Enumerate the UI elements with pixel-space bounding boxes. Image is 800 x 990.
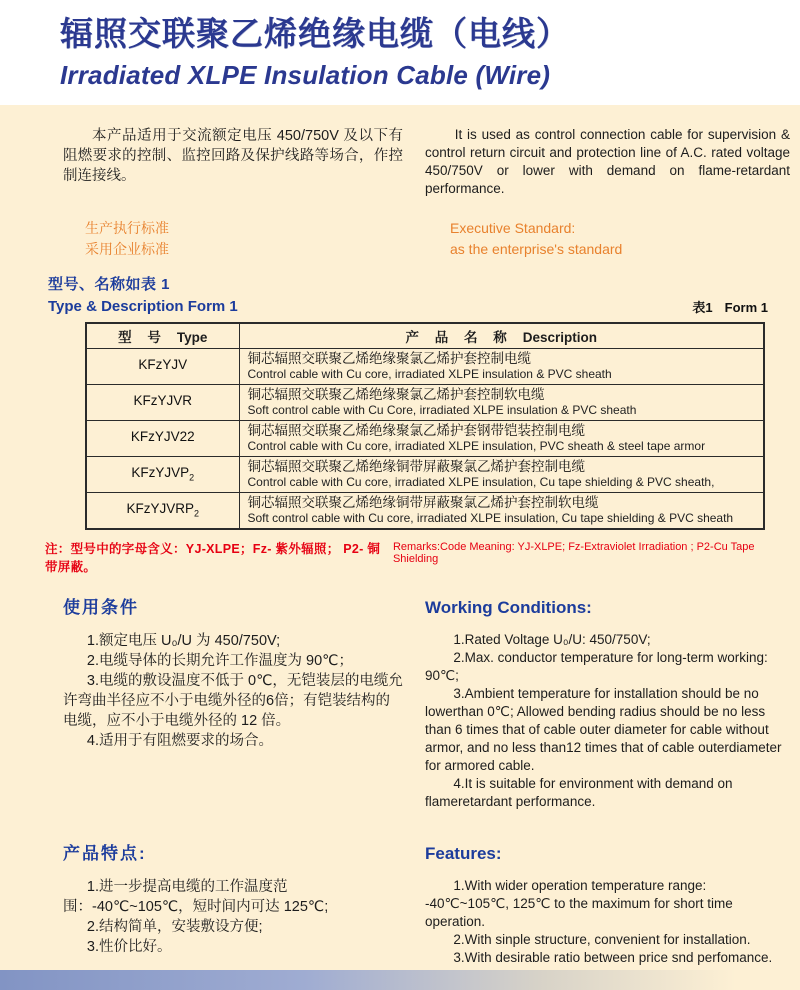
working-conditions-list-en: [425, 631, 790, 811]
description-zh: 铜芯辐照交联聚乙烯绝缘铜带屏蔽聚氯乙烯护套控制软电缆: [247, 494, 599, 510]
list-item: 2.电缆导体的长期允许工作温度为 90℃；: [86, 652, 353, 669]
list-item: 2.With sinple structure, convenient for installation.: [453, 931, 751, 947]
features-list-en: [425, 877, 790, 967]
table-body: [86, 348, 764, 529]
cell-description: [239, 348, 764, 384]
standards-en: [425, 218, 790, 260]
working-conditions-section: [63, 599, 790, 811]
list-item: 1.With wider operation temperature range: -40℃~105℃, 125℃ to the maximum for short time operation.: [425, 877, 733, 929]
standard-line-zh: 采用企业标准: [85, 241, 169, 257]
features-heading-zh: 产品特点:: [63, 843, 147, 863]
form-label-zh: 表1: [692, 300, 713, 315]
features-zh: [63, 845, 403, 967]
form-heading-zh: 型号、名称如表 1: [48, 276, 171, 293]
description-en: Soft control cable with Cu Core, irradiated XLPE insulation & PVC sheath: [247, 402, 637, 417]
footer-gradient-bar: [0, 970, 800, 990]
column-header-type: 型 号 Type: [86, 323, 239, 348]
intro-paragraph-zh: 本产品适用于交流额定电压 450/750V 及以下有阻燃要求的控制、监控回路及保护线路等场合，作控制连接线。: [63, 128, 403, 184]
working-conditions-zh: [63, 599, 403, 811]
description-en: Soft control cable with Cu core, irradiated XLPE insulation, Cu tape shielding & PVC sheath: [247, 510, 734, 525]
list-item: 1.Rated Voltage U₀/U: 450/750V;: [453, 631, 651, 647]
page-title-en: Irradiated XLPE Insulation Cable (Wire): [60, 60, 551, 90]
page-content: [0, 105, 800, 967]
cell-type-code: KFzYJVP$_2$: [86, 456, 239, 492]
table-header-row: [86, 323, 764, 348]
description-zh: 铜芯辐照交联聚乙烯绝缘聚氯乙烯护套钢带铠装控制电缆: [247, 422, 585, 438]
table-row: [86, 492, 764, 529]
description-zh: 铜芯辐照交联聚乙烯绝缘聚氯乙烯护套控制软电缆: [247, 386, 545, 402]
intro-paragraph-en: It is used as control connection cable for supervision & control return circuit and protection line of A.C. rated voltage 450/750V or lower with demand on flame-retardant performance.: [425, 127, 790, 196]
page-title-zh: 辐照交联聚乙烯绝缘电缆（电线）: [60, 15, 570, 52]
cell-description: [239, 384, 764, 420]
table-row: [86, 384, 764, 420]
type-description-table: [85, 322, 765, 530]
cell-description: [239, 492, 764, 529]
form-label-en: Form 1: [724, 300, 768, 315]
list-item: 3.Ambient temperature for installation should be no lowerthan 0℃; Allowed bending radius should be no less than 6 times that of cable outer diameter for cable without armor, and no less than12 times that of cable outerdiameter for armored cable.: [425, 685, 782, 773]
standards-zh: [63, 218, 403, 260]
working-conditions-en: [425, 599, 790, 811]
list-item: 3.With desirable ratio between price snd perfomance.: [453, 949, 773, 965]
features-heading-en: Features:: [425, 843, 502, 863]
intro-section: [63, 126, 790, 198]
table-row: [86, 456, 764, 492]
note-row: [45, 539, 790, 575]
standard-line-zh: 生产执行标准: [85, 220, 169, 236]
description-zh: 铜芯辐照交联聚乙烯绝缘聚氯乙烯护套控制电缆: [247, 350, 531, 366]
form-heading: [48, 274, 790, 318]
list-item: 1.额定电压 U₀/U 为 450/750V;: [86, 632, 281, 649]
cell-description: [239, 420, 764, 456]
description-zh: 铜芯辐照交联聚乙烯绝缘铜带屏蔽聚氯乙烯护套控制电缆: [247, 458, 585, 474]
list-item: 2.结构简单，安装敷设方便;: [86, 918, 263, 935]
list-item: 3.性价比好。: [86, 938, 172, 955]
list-item: 4.It is suitable for environment with demand on flameretardant performance.: [425, 775, 733, 809]
description-en: Control cable with Cu core, irradiated XLPE insulation, PVC sheath & steel tape armor: [247, 438, 706, 453]
list-item: 3.电缆的敷设温度不低于 0℃，无铠装层的电缆允许弯曲半径应不小于电缆外径的6倍；有铠装结构的电缆，应不小于电缆外径的 12 倍。: [63, 672, 403, 729]
standards-section: [63, 218, 790, 260]
column-header-description: 产 品 名 称 Description: [239, 323, 764, 348]
list-item: 4.适用于有阻燃要求的场合。: [86, 732, 274, 749]
features-en: [425, 845, 790, 967]
list-item: 2.Max. conductor temperature for long-term working: 90℃;: [425, 649, 768, 683]
table-row: [86, 348, 764, 384]
page-header: [0, 0, 800, 105]
cell-type-code: KFzYJV22: [86, 420, 239, 456]
features-list-zh: [63, 877, 403, 957]
form-heading-en: Type & Description Form 1: [48, 298, 238, 315]
note-zh: 注：型号中的字母含义：YJ-XLPE；Fz- 紫外辐照； P2- 铜带屏蔽。: [45, 541, 381, 574]
cell-type-code: KFzYJVR: [86, 384, 239, 420]
working-conditions-list-zh: [63, 631, 403, 751]
description-en: Control cable with Cu core, irradiated XLPE insulation & PVC sheath: [247, 366, 612, 381]
features-section: [63, 845, 790, 967]
table-row: [86, 420, 764, 456]
form-heading-titles: [48, 274, 238, 318]
standard-line-en: Executive Standard:: [450, 220, 576, 236]
note-en: Remarks:Code Meaning: YJ-XLPE; Fz-Extraviolet Irradiation ; P2-Cu Tape Shielding: [392, 540, 755, 565]
standard-line-en: as the enterprise's standard: [450, 241, 623, 257]
description-en: Control cable with Cu core, irradiated XLPE insulation, Cu tape shielding & PVC sheath,: [247, 474, 715, 489]
form-label: [692, 297, 790, 318]
cell-type-code: KFzYJV: [86, 348, 239, 384]
list-item: 1.进一步提高电缆的工作温度范围：-40℃~105℃，短时间内可达 125℃;: [63, 878, 329, 915]
working-conditions-heading-zh: 使用条件: [63, 597, 139, 617]
working-conditions-heading-en: Working Conditions:: [425, 597, 592, 617]
cell-description: [239, 456, 764, 492]
cell-type-code: KFzYJVRP$_2$: [86, 492, 239, 529]
